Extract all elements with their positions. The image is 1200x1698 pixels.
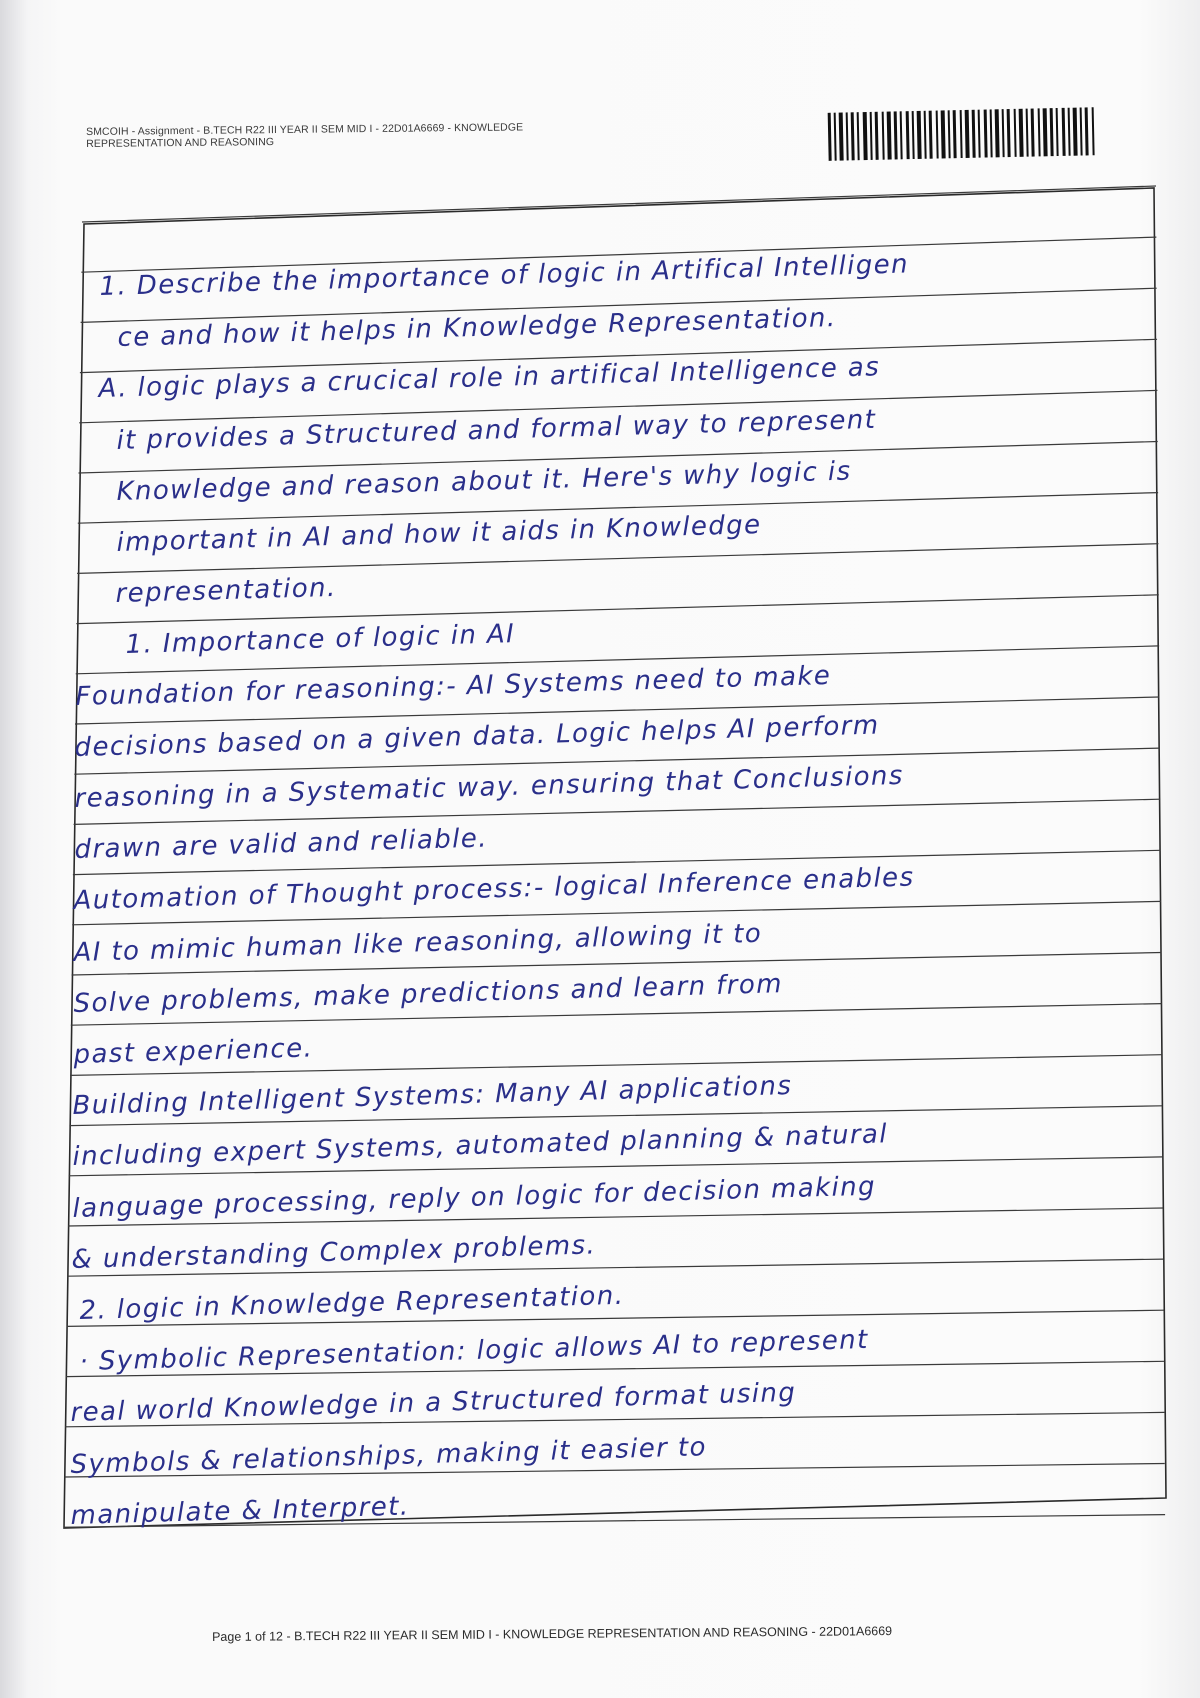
handwritten-line: Solve problems, make predictions and learn from xyxy=(72,968,784,1019)
page-footer: Page 1 of 12 - B.TECH R22 III YEAR II SEM MID I - KNOWLEDGE REPRESENTATION AND REASONING - 22D01A6669 xyxy=(212,1624,893,1644)
document-header xyxy=(86,120,686,150)
barcode-graphic xyxy=(825,89,1100,165)
handwritten-line: it provides a Structured and formal way to represent xyxy=(116,404,877,456)
handwritten-line: 1. Importance of logic in AI xyxy=(125,619,516,661)
handwritten-line: · Symbolic Representation: logic allows AI to represent xyxy=(78,1325,869,1378)
handwritten-line: past experience. xyxy=(72,1033,314,1070)
handwritten-line: Symbols & relationships, making it easier to xyxy=(70,1431,708,1480)
handwritten-line: drawn are valid and reliable. xyxy=(73,823,488,866)
handwritten-line: language processing, reply on logic for decision making xyxy=(71,1171,876,1224)
handwritten-line: Knowledge and reason about it. Here's why logic is xyxy=(115,456,852,507)
barcode xyxy=(825,89,1100,165)
handwritten-line: decisions based on a given data. Logic helps AI perform xyxy=(74,710,881,763)
handwritten-line: reasoning in a Systematic way. ensuring that Conclusions xyxy=(74,760,905,814)
handwritten-line: 2. logic in Knowledge Representation. xyxy=(79,1280,625,1326)
handwritten-line: manipulate & Interpret. xyxy=(69,1491,410,1531)
handwritten-line: Building Intelligent Systems: Many AI applications xyxy=(72,1071,793,1122)
header-title-line-1: SMCOIH - Assignment - B.TECH R22 III YEAR II SEM MID I - 22D01A6669 - KNOWLEDGE xyxy=(86,121,524,138)
handwritten-line: Automation of Thought process:- logical Inference enables xyxy=(73,862,916,917)
handwritten-line: important in AI and how it aids in Knowledge xyxy=(115,509,762,558)
ruled-answer-sheet xyxy=(56,180,1176,1540)
handwritten-line: real world Knowledge in a Structured format using xyxy=(70,1378,798,1429)
handwritten-line: ce and how it helps in Knowledge Representation. xyxy=(116,303,837,354)
handwritten-line: & understanding Complex problems. xyxy=(71,1230,597,1275)
ruled-line xyxy=(82,186,1156,222)
handwritten-line: representation. xyxy=(115,573,338,610)
handwritten-line: A. logic plays a crucical role in artifical Intelligence as xyxy=(98,352,881,405)
handwritten-line: Foundation for reasoning:- AI Systems need to make xyxy=(74,660,832,712)
header-title-line-2: REPRESENTATION AND REASONING xyxy=(86,136,275,150)
handwritten-line: AI to mimic human like reasoning, allowing it to xyxy=(73,918,763,968)
handwritten-line: 1. Describe the importance of logic in Artifical Intelligen xyxy=(99,249,910,302)
handwritten-line: including expert Systems, automated planning & natural xyxy=(72,1119,889,1173)
